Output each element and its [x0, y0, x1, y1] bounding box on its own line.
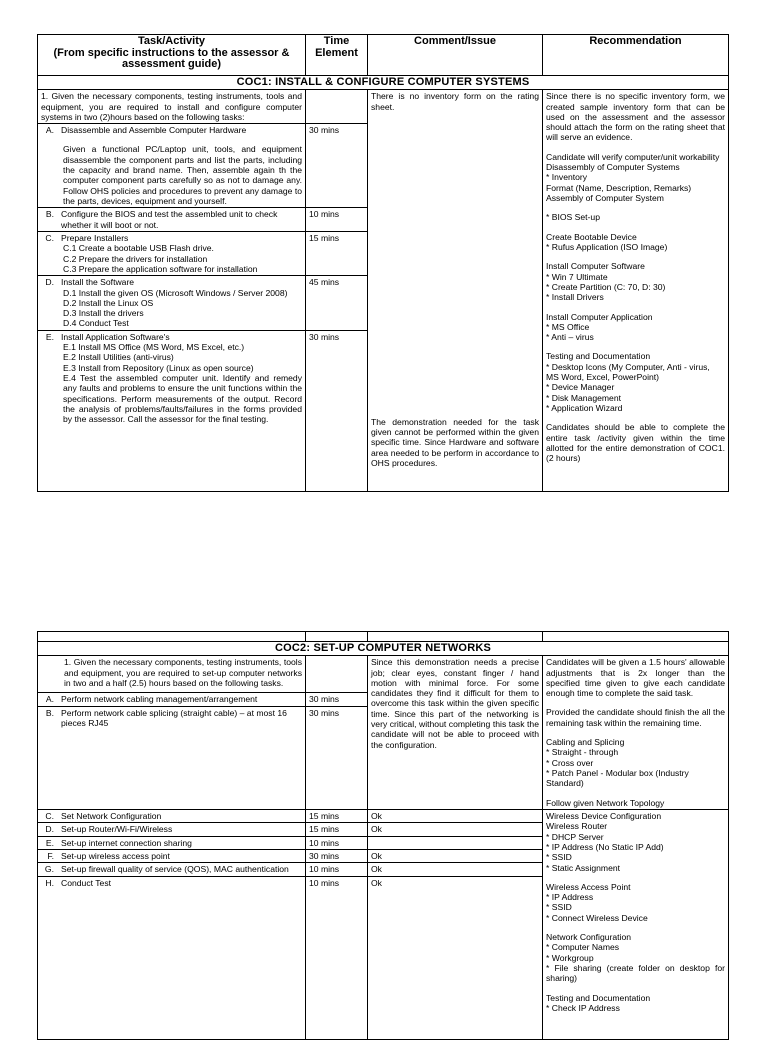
coc2-rec-line: * IP Address (No Static IP Add)	[546, 841, 664, 852]
task-title: Set-up Router/Wi-Fi/Wireless	[61, 824, 173, 835]
coc1-rec-line: * Disk Management	[546, 392, 621, 403]
coc2-time-a: 30 mins	[306, 692, 368, 706]
coc1-rec-line: Install Computer Application	[546, 311, 653, 322]
task-subitem: D.4 Conduct Test	[63, 318, 129, 329]
coc2-rec-line: Follow given Network Topology	[546, 797, 665, 808]
coc1-comment-cell	[368, 90, 543, 492]
task-subitem: C.3 Prepare the application software for installation	[63, 263, 258, 274]
coc2-rec-para: Provided the candidate should finish the all the remaining task within the remaining time.	[546, 707, 725, 728]
task-subitem: D.2 Install the Linux OS	[63, 297, 154, 308]
coc2-time-h: 10 mins	[306, 876, 368, 1039]
coc2-title-row	[38, 642, 729, 656]
coc2-empty-row	[38, 632, 729, 642]
coc2-comment-f: Ok	[368, 849, 543, 862]
coc1-rec-line: * Win 7 Ultimate	[546, 271, 608, 282]
coc2-task-d	[38, 823, 306, 836]
coc1-rec-line: Create Bootable Device	[546, 231, 637, 242]
coc2-task-e	[38, 836, 306, 849]
coc2-time-b: 30 mins	[306, 706, 368, 809]
coc1-task-a	[38, 124, 306, 208]
coc1-time-c: 15 mins	[306, 231, 368, 275]
coc2-time-g: 10 mins	[306, 863, 368, 876]
coc2-intro-time	[306, 656, 368, 692]
coc1-rec-line: * Desktop Icons (My Computer, Anti - virus, MS Word, Excel, PowerPoint)	[546, 361, 710, 383]
coc2-rec-line: Wireless Access Point	[546, 881, 631, 892]
task-letter: C.	[45, 810, 54, 821]
coc2-time-e: 10 mins	[306, 836, 368, 849]
coc1-rec-line: Candidate will verify computer/unit workability	[546, 151, 720, 162]
coc2-task-b	[38, 706, 306, 809]
coc1-task-d	[38, 276, 306, 331]
coc1-rec-line: Format (Name, Description, Remarks)	[546, 182, 692, 193]
coc1-rec-line: Install Computer Software	[546, 261, 645, 272]
coc2-rec-line: * DHCP Server	[546, 831, 604, 842]
coc2-rec-line: Cabling and Splicing	[546, 737, 625, 748]
coc2-comment-ab: Since this demonstration needs a precise job; clear eyes, constant finger / hand motion with minimal force. For some candidates they find it difficult for them to overcome this task within the given specific time. Since this part of the networking is very critical, without completing this task the candidate will not be able to proceed with the configuration.	[368, 656, 543, 810]
coc2-rec-line: * Static Assignment	[546, 862, 621, 873]
coc2-comment-e	[368, 836, 543, 849]
task-letter: B.	[45, 209, 54, 220]
coc2-rec-line: Wireless Device Configuration	[546, 810, 662, 821]
task-title: Prepare Installers	[61, 232, 129, 243]
coc2-rec-line: * Cross over	[546, 757, 594, 768]
task-title: Perform network cabling management/arrangement	[61, 693, 258, 704]
coc2-rec-line: * Computer Names	[546, 942, 620, 953]
coc2-comment-h: Ok	[368, 876, 543, 1039]
task-title: Set-up firewall quality of service (QOS), MAC authentication	[61, 864, 289, 875]
task-title: Set-up wireless access point	[61, 850, 170, 861]
empty-cell	[543, 632, 729, 642]
coc1-time-e: 30 mins	[306, 330, 368, 491]
coc2-rec-line: * Straight - through	[546, 747, 619, 758]
task-description: Given a functional PC/Laptop unit, tools, and equipment disassemble the component parts and list the parts, including the capacity and brand name. Then, assemble again th the computer component parts carefully so as not to damage any. Follow OHS policies and procedures to prevent any damage to the parts, devices, equipment and yourself.	[63, 144, 302, 206]
task-header	[38, 35, 306, 76]
coc2-task-f	[38, 849, 306, 862]
coc2-comment-c: Ok	[368, 809, 543, 822]
task-title: Install Application Software's	[61, 331, 170, 342]
task-title: Configure the BIOS and test the assembled unit to check whether it will boot or not.	[61, 209, 278, 230]
coc1-task-c	[38, 231, 306, 275]
coc2-rec-line: * File sharing (create folder on desktop for sharing)	[546, 963, 725, 984]
task-letter: B.	[45, 707, 54, 718]
empty-cell	[306, 632, 368, 642]
coc1-rec-line: * Rufus Application (ISO Image)	[546, 241, 668, 252]
coc2-rec-line: Testing and Documentation	[546, 992, 651, 1003]
task-letter: A.	[45, 693, 54, 704]
coc2-rec-line: * IP Address	[546, 892, 594, 903]
task-title: Set-up internet connection sharing	[61, 837, 192, 848]
coc2-time-f: 30 mins	[306, 849, 368, 862]
coc1-time-a: 30 mins	[306, 124, 368, 208]
task-header-title: Task/Activity	[137, 35, 206, 47]
coc2-rec-para: Candidates will be given a 1.5 hours' allowable adjustments that is 2x longer than the specified time given to give each candidate enough time to complete the said task.	[546, 657, 725, 699]
coc1-rec-line: * Anti – virus	[546, 332, 594, 343]
task-subitem: C.1 Create a bootable USB Flash drive.	[63, 243, 214, 254]
task-subitem: E.1 Install MS Office (MS Word, MS Excel, etc.)	[63, 342, 245, 353]
coc1-task-e	[38, 330, 306, 491]
coc1-rec-line: * MS Office	[546, 321, 590, 332]
task-letter: E.	[45, 331, 54, 342]
coc2-comment-d: Ok	[368, 823, 543, 836]
coc1-rec-intro: Since there is no specific inventory form, we created sample inventory form that can be used on the assessment and the assessor should attach the form on the rating sheet that will serve an evidence.	[546, 91, 725, 143]
coc1-rec-line: * Install Drivers	[546, 292, 604, 303]
task-letter: F.	[47, 850, 54, 861]
task-letter: E.	[45, 837, 54, 848]
coc2-rec-line: * SSID	[546, 852, 572, 863]
coc2-intro-row	[38, 656, 729, 692]
coc1-rec-line: Disassembly of Computer Systems	[546, 162, 680, 173]
coc2-rec-line: Network Configuration	[546, 932, 632, 943]
time-header: Time Element	[306, 35, 368, 76]
coc1-rec-line: Assembly of Computer System	[546, 193, 664, 203]
empty-cell	[368, 632, 543, 642]
coc2-rec-line: * Patch Panel - Modular box (Industry Standard)	[546, 768, 689, 789]
coc1-rec-line: * Device Manager	[546, 382, 615, 393]
coc1-comment-1: There is no inventory form on the rating sheet.	[371, 91, 539, 112]
coc2-rec-line: * Connect Wireless Device	[546, 912, 648, 923]
coc1-rec-line: * Inventory	[546, 172, 588, 183]
coc1-intro-time	[306, 90, 368, 124]
coc1-task-b	[38, 208, 306, 232]
coc2-row-c	[38, 809, 729, 822]
task-title: Set Network Configuration	[61, 810, 162, 821]
coc2-time-d: 15 mins	[306, 823, 368, 836]
coc2-recommendation-rest	[543, 809, 729, 1039]
coc2-comment-g: Ok	[368, 863, 543, 876]
coc2-task-a	[38, 692, 306, 706]
task-title: Perform network cable splicing (straight cable) – at most 16 pieces RJ45	[61, 707, 287, 729]
coc1-rec-line: * Create Partition (C: 70, D: 30)	[546, 281, 666, 292]
coc2-rec-line: * SSID	[546, 902, 572, 913]
coc1-time-d: 45 mins	[306, 276, 368, 331]
task-letter: G.	[44, 864, 54, 875]
coc1-recommendation-cell	[543, 90, 729, 492]
task-title: Conduct Test	[61, 877, 112, 888]
comment-header: Comment/Issue	[368, 35, 543, 76]
empty-cell	[38, 632, 306, 642]
coc2-rec-line: Wireless Router	[546, 821, 608, 832]
coc2-task-h	[38, 876, 306, 1039]
coc1-rec-line: Testing and Documentation	[546, 351, 651, 362]
task-header-subtitle: (From specific instructions to the assessor & assessment guide)	[53, 46, 290, 71]
coc1-rec-final: Candidates should be able to complete the entire task /activity given within the time allotted for the entire demonstration of COC1. (2 hours)	[546, 422, 725, 464]
task-letter: D.	[45, 277, 54, 288]
recommendation-header: Recommendation	[543, 35, 729, 76]
task-letter: H.	[45, 877, 54, 888]
coc2-task-c	[38, 809, 306, 822]
task-subitem: C.2 Prepare the drivers for installation	[63, 253, 208, 264]
coc2-rec-line: * Workgroup	[546, 952, 594, 963]
header-row	[38, 35, 729, 76]
coc2-time-c: 15 mins	[306, 809, 368, 822]
coc2-rec-line: * Check IP Address	[546, 1002, 620, 1013]
coc2-task-g	[38, 863, 306, 876]
task-subitem: E.3 Install from Repository (Linux as open source)	[63, 362, 254, 373]
coc1-time-b: 10 mins	[306, 208, 368, 232]
task-subitem: E.2 Install Utilities (anti-virus)	[63, 352, 174, 363]
coc2-title: COC2: SET-UP COMPUTER NETWORKS	[38, 642, 729, 656]
task-letter: A.	[45, 125, 54, 136]
coc2-table	[37, 631, 729, 1040]
coc1-intro: 1. Given the necessary components, testing instruments, tools and equipment, you are required to install and configure computer systems in two (2)hours based on the following tasks:	[38, 90, 306, 124]
task-title: Install the Software	[61, 277, 135, 288]
task-letter: D.	[45, 824, 54, 835]
task-title: Disassemble and Assemble Computer Hardware	[61, 125, 247, 136]
coc2-recommendation-ab	[543, 656, 729, 810]
coc1-title: COC1: INSTALL & CONFIGURE COMPUTER SYSTEMS	[38, 76, 729, 90]
task-subitem: D.1 Install the given OS (Microsoft Windows / Server 2008)	[63, 287, 288, 298]
coc2-intro: 1. Given the necessary components, testing instruments, tools and equipment, you are required to set-up computer networks in two and a half (2.5) hours based on the following tasks.	[38, 656, 306, 692]
task-subitem: D.3 Install the drivers	[63, 308, 144, 319]
task-description: E.4 Test the assembled computer unit. Identify and remedy any faults and problems to ensure the unit functions within the specifications. Perform measurements of the output. Record the analysis of problems/faults/failures in the forms provided by the assessor. Call the assessor for the final testing.	[63, 373, 302, 425]
coc1-rec-line: * Application Wizard	[546, 403, 623, 413]
coc1-comment-2: The demonstration needed for the task given cannot be performed within the given specific time. Since Hardware and software area needed to be perform in accordance to OHS procedures.	[371, 416, 539, 469]
coc1-title-row	[38, 76, 729, 90]
coc1-intro-row	[38, 90, 729, 124]
coc1-rec-line: * BIOS Set-up	[546, 212, 600, 223]
task-letter: C.	[45, 232, 54, 243]
coc1-table	[37, 34, 729, 492]
